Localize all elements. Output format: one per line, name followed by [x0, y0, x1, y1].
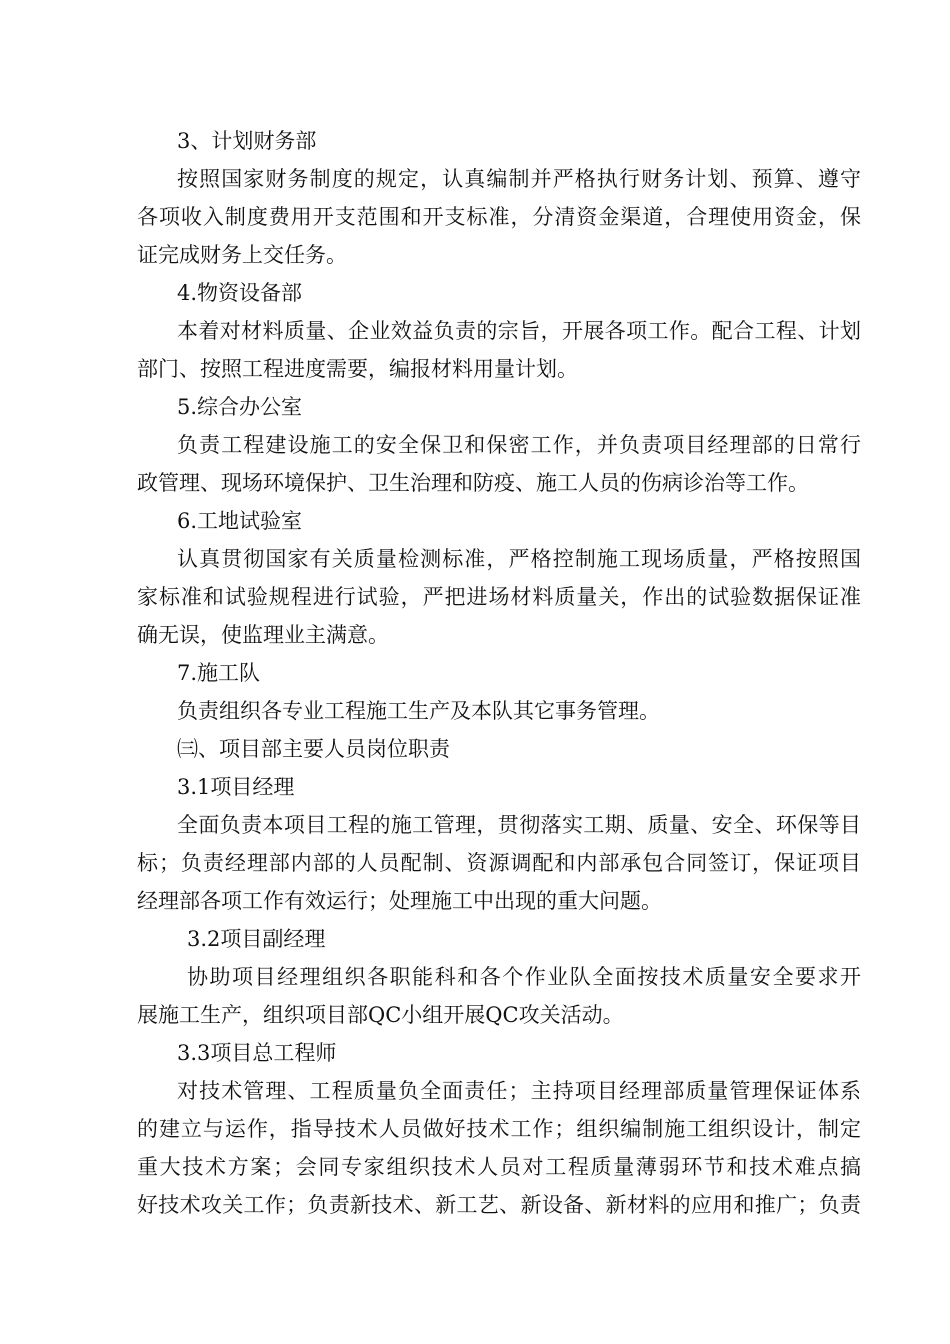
paragraph-line: 按照国家财务制度的规定，认真编制并严格执行财务计划、预算、遵守	[177, 167, 861, 191]
section-heading: 4.物资设备部	[177, 281, 303, 305]
paragraph-line: 全面负责本项目工程的施工管理，贯彻落实工期、质量、安全、环保等目	[177, 813, 861, 837]
section-heading: 3、计划财务部	[177, 129, 317, 153]
paragraph-line: 认真贯彻国家有关质量检测标准，严格控制施工现场质量，严格按照国	[177, 547, 861, 571]
paragraph-line: 确无误，使监理业主满意。	[137, 623, 389, 647]
paragraph-line: 部门、按照工程进度需要，编报材料用量计划。	[137, 357, 578, 381]
paragraph-line: 家标准和试验规程进行试验，严把进场材料质量关，作出的试验数据保证准	[137, 585, 861, 609]
section-heading: 5.综合办公室	[177, 395, 303, 419]
paragraph-line: 重大技术方案；会同专家组织技术人员对工程质量薄弱环节和技术难点搞	[137, 1155, 861, 1179]
paragraph-line: 各项收入制度费用开支范围和开支标准，分清资金渠道，合理使用资金，保	[137, 205, 861, 229]
section-heading: 3.1项目经理	[177, 775, 295, 799]
paragraph-line: 政管理、现场环境保护、卫生治理和防疫、施工人员的伤病诊治等工作。	[137, 471, 809, 495]
paragraph-line: 的建立与运作，指导技术人员做好技术工作；组织编制施工组织设计，制定	[137, 1117, 861, 1141]
paragraph-line: 好技术攻关工作；负责新技术、新工艺、新设备、新材料的应用和推广；负责	[137, 1193, 861, 1217]
section-heading: 3.3项目总工程师	[177, 1041, 337, 1065]
paragraph-line: 标；负责经理部内部的人员配制、资源调配和内部承包合同签订，保证项目	[137, 851, 861, 875]
paragraph-line: 负责工程建设施工的安全保卫和保密工作，并负责项目经理部的日常行	[177, 433, 861, 457]
section-heading: 7.施工队	[177, 661, 261, 685]
paragraph-line: 对技术管理、工程质量负全面责任；主持项目经理部质量管理保证体系	[177, 1079, 861, 1103]
section-heading: 3.2项目副经理	[187, 927, 326, 951]
section-heading: ㈢、项目部主要人员岗位职责	[177, 737, 450, 761]
paragraph-line: 经理部各项工作有效运行；处理施工中出现的重大问题。	[137, 889, 662, 913]
section-heading: 6.工地试验室	[177, 509, 303, 533]
paragraph-line: 证完成财务上交任务。	[137, 243, 347, 267]
paragraph-line: 本着对材料质量、企业效益负责的宗旨，开展各项工作。配合工程、计划	[177, 319, 861, 343]
paragraph-line: 展施工生产，组织项目部QC小组开展QC攻关活动。	[137, 1003, 624, 1027]
paragraph-line: 协助项目经理组织各职能科和各个作业队全面按技术质量安全要求开	[187, 965, 861, 989]
paragraph-line: 负责组织各专业工程施工生产及本队其它事务管理。	[177, 699, 660, 723]
